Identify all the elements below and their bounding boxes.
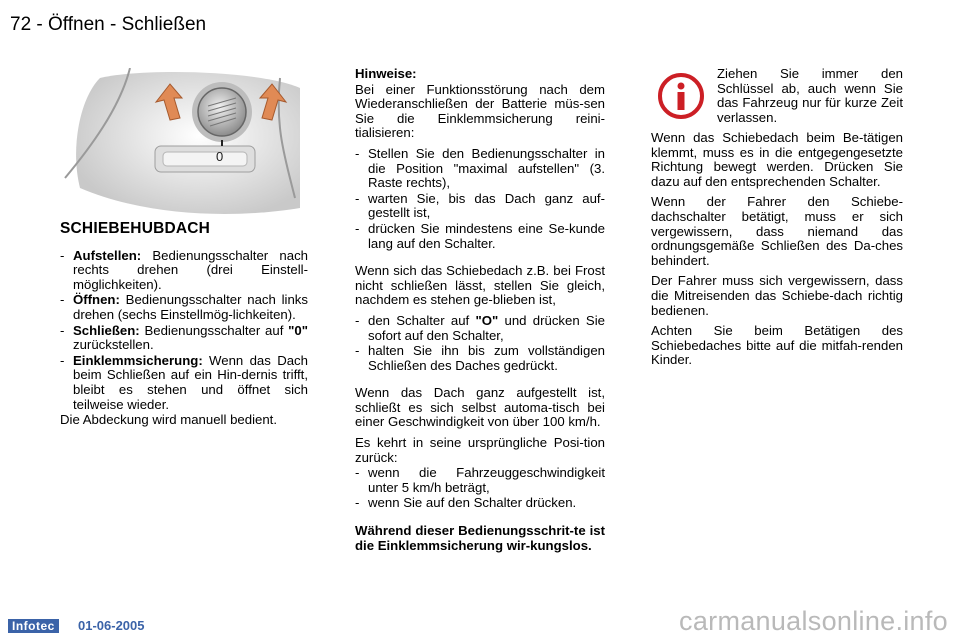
section-heading: SCHIEBEHUBDACH xyxy=(60,220,211,237)
paragraph: Wenn das Dach ganz aufgestellt ist, schließt es sich selbst automa-tisch bei einer Geschwindigkeit von über 100 km/h. xyxy=(355,385,605,430)
list-item: - wenn Sie auf den Schalter drücken. xyxy=(355,495,577,511)
paragraph: Die Abdeckung wird manuell bedient. xyxy=(60,412,277,428)
column-1 xyxy=(60,222,308,434)
notes-heading: Hinweise: xyxy=(355,66,417,81)
column-3 xyxy=(651,131,903,374)
paragraph: Bei einer Funktionsstörung nach dem Wiederanschließen der Batterie müs-sen Sie die Einklemmsicherung reini-tialisieren: xyxy=(355,81,605,141)
warning-box-text xyxy=(717,67,903,131)
page-title: 72 - Öffnen - Schließen xyxy=(10,14,207,35)
paragraph: Achten Sie beim Betätigen des Schiebedaches bitte auf die mitfah-renden Kinder. xyxy=(651,323,903,368)
paragraph: Wenn das Schiebedach beim Be-tätigen klemmt, muss es in die entgegengesetzte Richtung bewegt werden. Drücken Sie dazu auf den entsprechenden Schalter. xyxy=(651,130,903,189)
list-item: - den Schalter auf "O" und drücken Sie sofort auf den Schalter, xyxy=(355,312,605,343)
list-item: - Aufstellen: Bedienungsschalter nach rechts drehen (drei Einstell-möglichkeiten). xyxy=(60,247,308,292)
paragraph: Wenn der Fahrer den Schiebe-dachschalter betätigt, muss er sich vergewissern, dass niemand das ordnungsgemäße Schließen des Da-ches behindert. xyxy=(651,194,903,268)
list-item: - wenn die Fahrzeuggeschwindigkeit unter 5 km/h beträgt, xyxy=(355,465,605,495)
footer-date: 01-06-2005 xyxy=(78,618,145,633)
sunroof-switch-illustration xyxy=(60,68,308,220)
paragraph: Der Fahrer muss sich vergewissern, dass die Mitreisenden das Schiebe-dach richtig bedienen. xyxy=(651,273,903,318)
column-2 xyxy=(355,67,605,559)
list-item: - Schließen: Bedienungsschalter auf "0" zurückstellen. xyxy=(60,322,308,353)
info-icon xyxy=(657,72,705,120)
paragraph: Es kehrt in seine ursprüngliche Posi-tion zurück: xyxy=(355,435,605,465)
paragraph: Ziehen Sie immer den Schlüssel ab, auch wenn Sie das Fahrzeug nur für kurze Zeit verlassen. xyxy=(717,66,903,125)
knob-position-label: 0 xyxy=(216,149,224,164)
list-item: - Einklemmsicherung: Wenn das Dach beim Schließen auf ein Hin-dernis trifft, bleibt es stehen und öffnet sich teilweise wieder. xyxy=(60,352,308,412)
list-item: - drücken Sie mindestens eine Se-kunde lang auf den Schalter. xyxy=(355,220,605,251)
paragraph: Wenn sich das Schiebedach z.B. bei Frost nicht schließen lässt, stellen Sie gleich, nachdem es stehen ge-blieben ist, xyxy=(355,263,605,308)
infotec-logo: Infotec xyxy=(8,619,59,633)
list-item: - warten Sie, bis das Dach ganz auf-gestellt ist, xyxy=(355,190,605,221)
list-item: - halten Sie ihn bis zum vollständigen Schließen des Daches gedrückt. xyxy=(355,343,605,373)
list-item: - Öffnen: Bedienungsschalter nach links drehen (sechs Einstellmög-lichkeiten). xyxy=(60,292,308,322)
warning-paragraph: Während dieser Bedienungsschrit-te ist die Einklemmsicherung wir-kungslos. xyxy=(355,523,605,553)
list-item: - Stellen Sie den Bedienungsschalter in die Position "maximal aufstellen" (3. Raste rechts), xyxy=(355,145,605,191)
watermark: carmanualsonline.info xyxy=(679,606,948,636)
